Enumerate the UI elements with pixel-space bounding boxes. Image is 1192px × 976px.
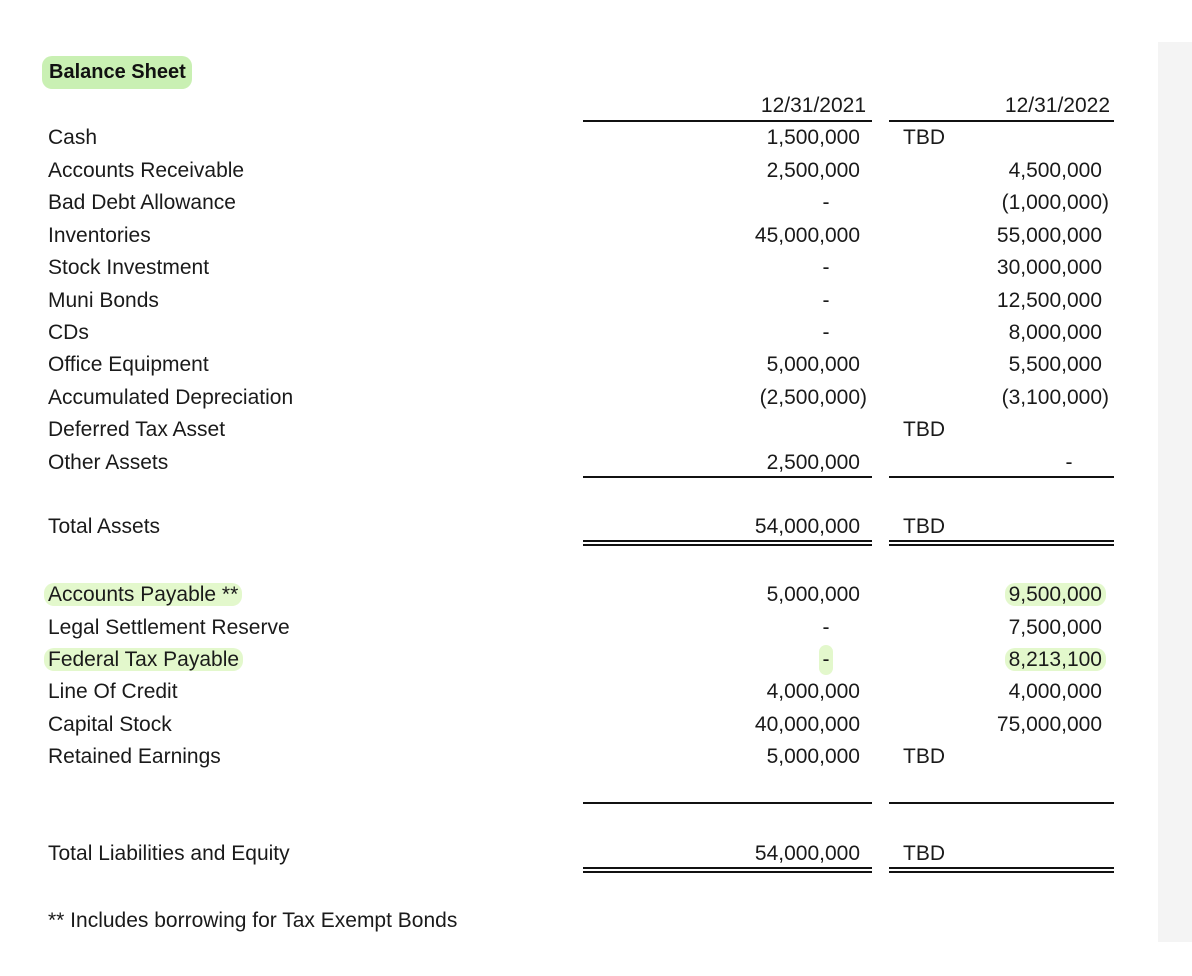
value-2022: 5,500,000 bbox=[1008, 353, 1102, 376]
value-2022: (3,100,000) bbox=[1001, 386, 1109, 409]
sheet-title: Balance Sheet bbox=[42, 56, 192, 89]
subtotal-line-2022 bbox=[889, 476, 1114, 478]
total-assets-double-line-2021 bbox=[583, 540, 872, 546]
row-label: Inventories bbox=[48, 224, 151, 247]
column-header-2022: 12/31/2022 bbox=[1004, 94, 1110, 117]
value-2021: 5,000,000 bbox=[766, 745, 860, 768]
row-accumulated-depreciation bbox=[0, 383, 1192, 413]
value-2021: 5,000,000 bbox=[766, 583, 860, 606]
value-2021: 4,000,000 bbox=[766, 680, 860, 703]
value-2022: 75,000,000 bbox=[996, 713, 1102, 736]
subtotal-line-2021 bbox=[583, 476, 872, 478]
row-label: Cash bbox=[48, 126, 98, 149]
header-underline-2022 bbox=[889, 120, 1114, 122]
value-2021: - bbox=[822, 191, 830, 214]
row-label: Muni Bonds bbox=[48, 289, 159, 312]
value-2021: 54,000,000 bbox=[754, 515, 860, 538]
value-2021: 54,000,000 bbox=[754, 842, 860, 865]
value-2021: - bbox=[822, 616, 830, 639]
value-2022: 4,000,000 bbox=[1008, 680, 1102, 703]
value-2021: 2,500,000 bbox=[766, 159, 860, 182]
value-2021: - bbox=[822, 289, 830, 312]
value-2021: - bbox=[822, 321, 830, 344]
row-bad-debt-allowance bbox=[0, 188, 1192, 218]
value-2021: (2,500,000) bbox=[759, 386, 867, 409]
row-total-liabilities-equity bbox=[0, 839, 1192, 869]
row-stock-investment bbox=[0, 253, 1192, 283]
row-accounts-payable bbox=[0, 580, 1192, 610]
value-2021: - bbox=[819, 645, 833, 675]
row-legal-settlement-reserve bbox=[0, 613, 1192, 643]
header-underline-2021 bbox=[583, 120, 872, 122]
value-2021: 5,000,000 bbox=[766, 353, 860, 376]
row-office-equipment bbox=[0, 350, 1192, 380]
value-2022: 7,500,000 bbox=[1008, 616, 1102, 639]
row-label: Total Assets bbox=[48, 515, 161, 538]
row-retained-earnings bbox=[0, 742, 1192, 772]
row-total-assets bbox=[0, 512, 1192, 542]
row-federal-tax-payable bbox=[0, 645, 1192, 675]
value-2022: 55,000,000 bbox=[996, 224, 1102, 247]
value-2022: TBD bbox=[903, 842, 945, 865]
row-other-assets bbox=[0, 448, 1192, 478]
value-2022: 4,500,000 bbox=[1008, 159, 1102, 182]
value-2021: 40,000,000 bbox=[754, 713, 860, 736]
value-2022: 8,213,100 bbox=[1005, 648, 1106, 671]
value-2022: 30,000,000 bbox=[996, 256, 1102, 279]
subtotal-line-le-2022 bbox=[889, 802, 1114, 804]
column-header-2021: 12/31/2021 bbox=[760, 94, 866, 117]
total-le-double-line-2022 bbox=[889, 867, 1114, 873]
row-muni-bonds bbox=[0, 286, 1192, 316]
row-label: Retained Earnings bbox=[48, 745, 221, 768]
row-line-of-credit bbox=[0, 677, 1192, 707]
value-2021: 1,500,000 bbox=[766, 126, 860, 149]
row-accounts-receivable bbox=[0, 156, 1192, 186]
subtotal-line-le-2021 bbox=[583, 802, 872, 804]
row-label: Total Liabilities and Equity bbox=[48, 842, 290, 865]
row-deferred-tax-asset bbox=[0, 415, 1192, 445]
row-label: Accumulated Depreciation bbox=[48, 386, 294, 409]
value-2022: TBD bbox=[903, 745, 945, 768]
row-label: Other Assets bbox=[48, 451, 169, 474]
value-2021: 2,500,000 bbox=[766, 451, 860, 474]
value-2022: 8,000,000 bbox=[1008, 321, 1102, 344]
row-label: Accounts Receivable bbox=[48, 159, 245, 182]
value-2022: (1,000,000) bbox=[1001, 191, 1109, 214]
footnote: ** Includes borrowing for Tax Exempt Bonds bbox=[48, 909, 458, 932]
value-2022: TBD bbox=[903, 418, 945, 441]
row-label: Bad Debt Allowance bbox=[48, 191, 236, 214]
row-label: Stock Investment bbox=[48, 256, 210, 279]
row-label: Federal Tax Payable bbox=[44, 648, 243, 671]
total-le-double-line-2021 bbox=[583, 867, 872, 873]
value-2022: TBD bbox=[903, 515, 945, 538]
row-label: Capital Stock bbox=[48, 713, 172, 736]
row-capital-stock bbox=[0, 710, 1192, 740]
row-cash bbox=[0, 123, 1192, 153]
row-label: Legal Settlement Reserve bbox=[48, 616, 290, 639]
value-2022: - bbox=[1065, 451, 1073, 474]
row-label: Deferred Tax Asset bbox=[48, 418, 226, 441]
total-assets-double-line-2022 bbox=[889, 540, 1114, 546]
value-2022: 12,500,000 bbox=[996, 289, 1102, 312]
row-label: CDs bbox=[48, 321, 89, 344]
row-label: Line Of Credit bbox=[48, 680, 178, 703]
row-inventories bbox=[0, 221, 1192, 251]
row-label: Accounts Payable ** bbox=[44, 583, 242, 606]
value-2021: - bbox=[822, 256, 830, 279]
value-2022: 9,500,000 bbox=[1005, 583, 1106, 606]
value-2021: 45,000,000 bbox=[754, 224, 860, 247]
row-label: Office Equipment bbox=[48, 353, 209, 376]
row-cds bbox=[0, 318, 1192, 348]
value-2022: TBD bbox=[903, 126, 945, 149]
